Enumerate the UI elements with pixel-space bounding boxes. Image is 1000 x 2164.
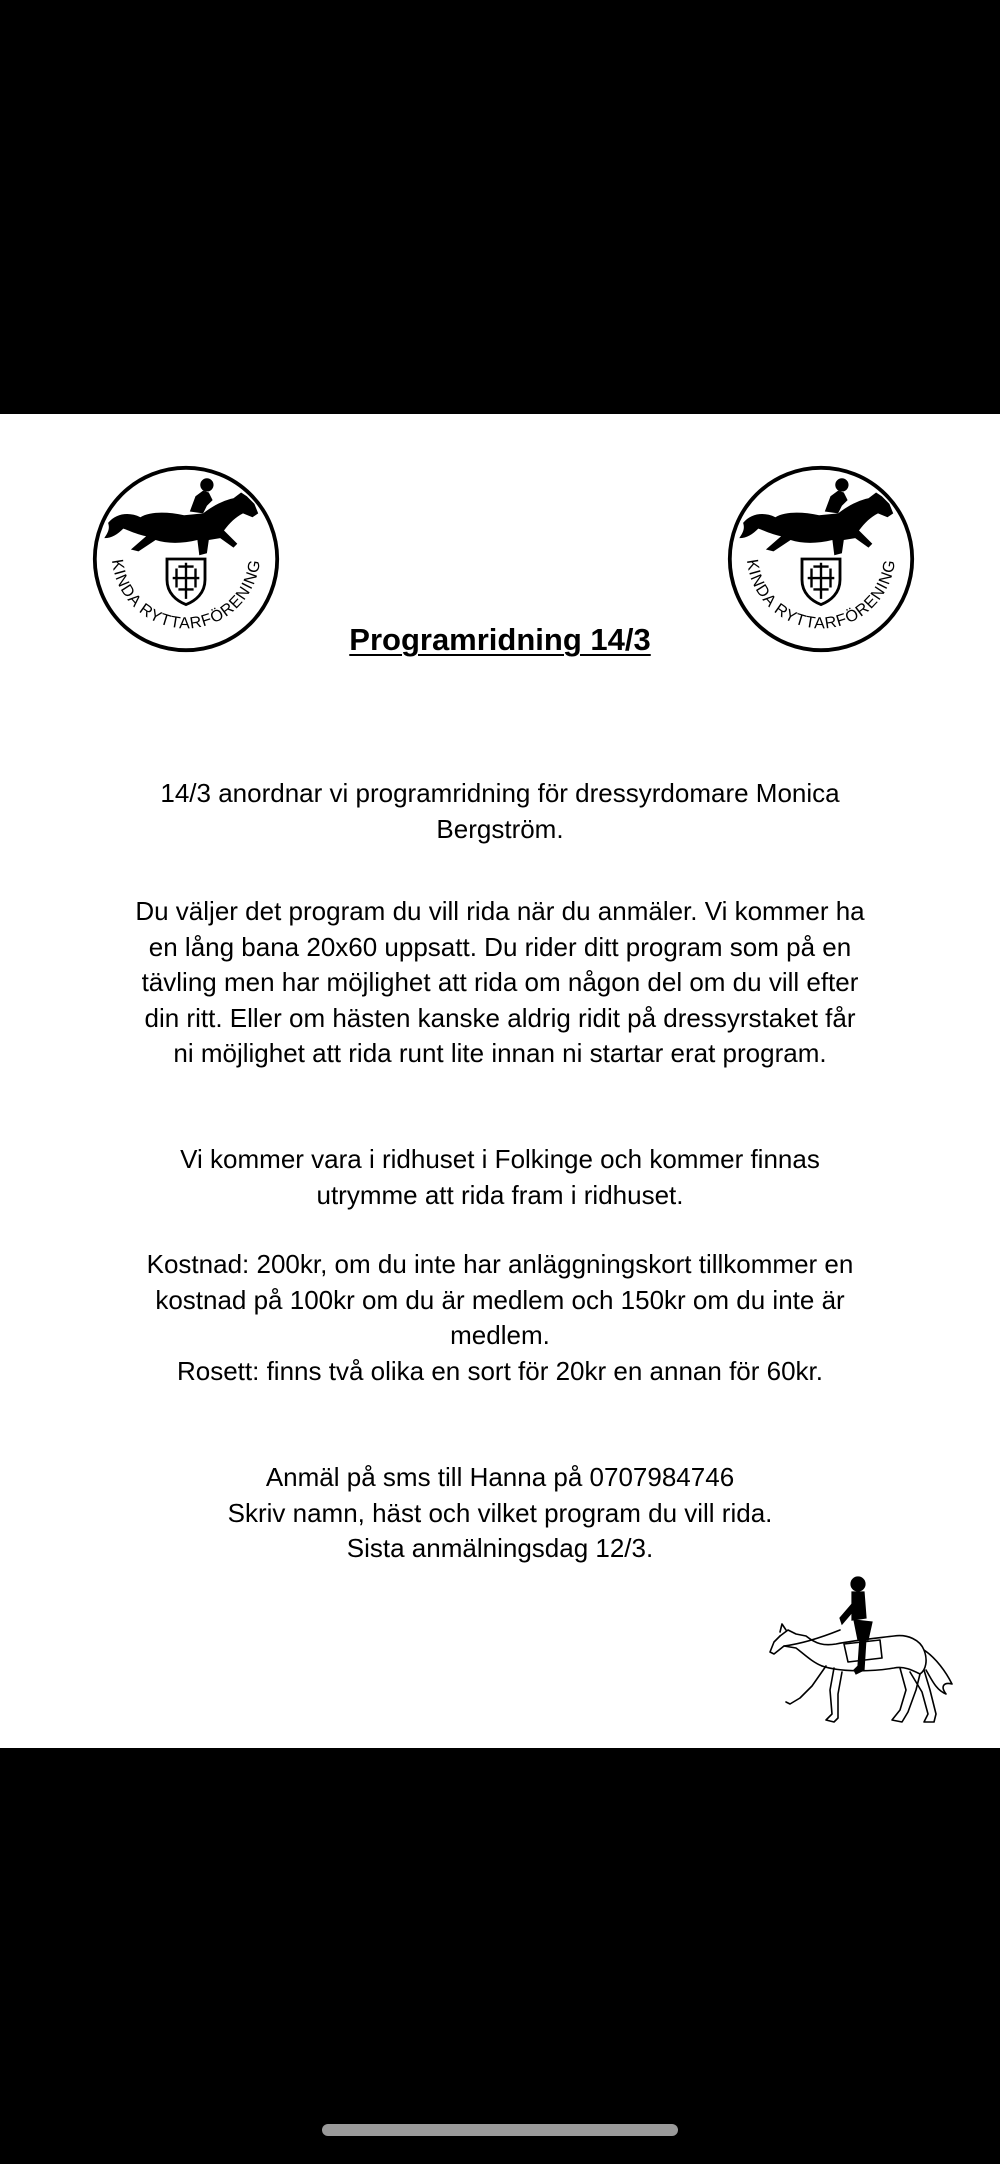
paragraph-line: tävling men har möjlighet att rida om någon del om du vill efter [141,967,859,997]
paragraph-line: 14/3 anordnar vi programridning för dressyrdomare Monica [160,778,840,808]
program-info-paragraph [110,894,890,1072]
paragraph-line: kostnad på 100kr om du är medlem och 150kr om du inte är [155,1284,845,1315]
paragraph-line: utrymme att rida fram i ridhuset. [316,1179,684,1210]
location-paragraph [110,1142,890,1213]
paragraph-line: en lång bana 20x60 uppsatt. Du rider ditt program som på en [148,931,852,962]
paragraph-line: Anmäl på sms till Hanna på 0707984746 [265,1462,735,1492]
document-page [0,414,1000,1748]
dressage-rider-illustration [760,1574,960,1734]
cost-paragraph [110,1247,890,1389]
paragraph-line: Kostnad: 200kr, om du inte har anläggningskort tillkommer en [146,1249,854,1279]
club-name-text: KINDA RYTTARFÖRENING [107,557,265,633]
paragraph-line: Rosett: finns två olika en sort för 20kr en annan för 60kr. [176,1355,823,1386]
page-title: Programridning 14/3 [349,622,651,657]
paragraph-line: Sista anmälningsdag 12/3. [346,1533,654,1563]
paragraph-line: Skriv namn, häst och vilket program du vill rida. [227,1497,773,1528]
paragraph-line: Vi kommer vara i ridhuset i Folkinge och kommer finnas [180,1144,820,1174]
home-indicator[interactable] [322,2124,678,2136]
dressage-rider-icon [760,1574,960,1734]
club-name-text: KINDA RYTTARFÖRENING [742,557,900,633]
paragraph-line: Du väljer det program du vill rida när du anmäler. Vi kommer ha [135,896,865,926]
registration-paragraph [110,1460,890,1567]
intro-paragraph [110,776,890,847]
paragraph-line: ni möjlighet att rida runt lite innan ni startar erat program. [173,1038,827,1068]
paragraph-line: Bergström. [436,813,564,844]
paragraph-line: din ritt. Eller om hästen kanske aldrig ridit på dressyrstaket får [144,1002,856,1033]
paragraph-line: medlem. [450,1320,550,1350]
